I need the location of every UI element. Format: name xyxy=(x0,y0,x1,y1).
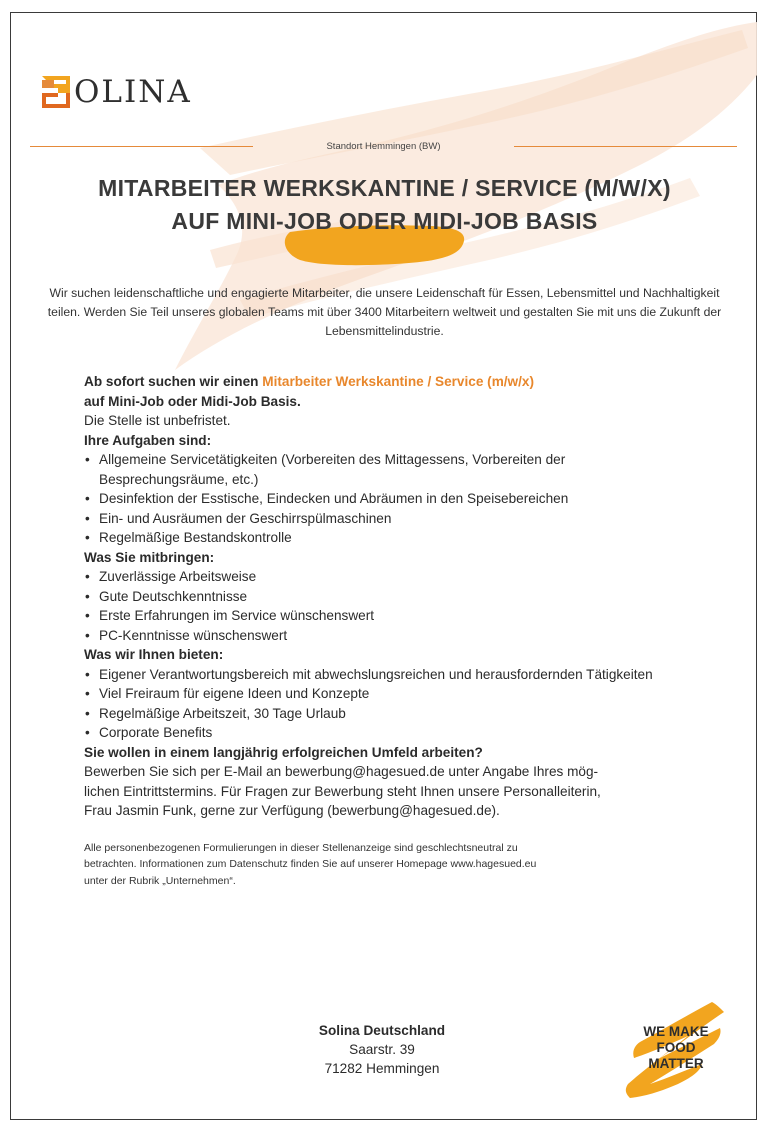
requirements-list xyxy=(84,567,684,645)
list-item: • Allgemeine Servicetätigkeiten (Vorbereiten des Mittagessens, Vorbereiten der Besprechungsräume, etc.) xyxy=(84,450,684,489)
offer-basis: auf Mini-Job oder Midi-Job Basis. xyxy=(84,393,301,409)
tasks-heading: Ihre Aufgaben sind: xyxy=(84,432,212,448)
intro-paragraph: Wir suchen leidenschaftliche und engagierte Mitarbeiter, die unsere Leidenschaft für Essen, Lebensmittel und Nachhaltigkeit teilen. Werden Sie Teil unseres globalen Teams mit über 3400 Mitarbeitern weltweit und gestalten Sie mit uns die Zukunft der Lebensmittelindustrie. xyxy=(47,286,722,338)
job-title-line-1: MITARBEITER WERKSKANTINE / SERVICE (M/W/X) xyxy=(98,175,671,201)
benefits-heading: Was wir Ihnen bieten: xyxy=(84,647,224,662)
legal-line-1: Alle personenbezogenen Formulierungen in dieser Stellenanzeige sind geschlechtsneutral zu xyxy=(84,841,518,854)
company-address xyxy=(260,1021,504,1078)
legal-line-3: unter der Rubrik „Unternehmen“. xyxy=(84,874,236,887)
offer-term: Die Stelle ist unbefristet. xyxy=(84,413,231,428)
company-street: Saarstr. 39 xyxy=(349,1042,415,1057)
solina-s-logo-icon xyxy=(40,73,72,111)
list-item: • Gute Deutschkenntnisse xyxy=(84,587,684,607)
list-item: • Zuverlässige Arbeitsweise xyxy=(84,567,684,587)
tasks-list xyxy=(84,450,684,548)
slogan-badge xyxy=(620,998,732,1102)
company-name: Solina Deutschland xyxy=(318,1023,446,1038)
offer-lead: Ab sofort suchen wir einen xyxy=(84,374,263,389)
location-row xyxy=(30,140,737,156)
list-item: • Desinfektion der Esstische, Eindecken und Abräumen in den Speisebereichen xyxy=(84,489,684,509)
divider-right xyxy=(514,146,737,147)
benefits-list xyxy=(84,665,684,743)
list-item: • Eigener Verantwortungsbereich mit abwechslungsreichen und herausfordernden Tätigkeiten xyxy=(84,665,684,685)
slogan-line-2: FOOD xyxy=(656,1040,696,1055)
logo-wordmark: OLINA xyxy=(74,74,192,110)
list-item: • Erste Erfahrungen im Service wünschenswert xyxy=(84,606,684,626)
list-item: • Ein- und Ausräumen der Geschirrspülmaschinen xyxy=(84,509,684,529)
requirements-heading: Was Sie mitbringen: xyxy=(84,549,215,565)
apply-heading: Sie wollen in einem langjährig erfolgreichen Umfeld arbeiten? xyxy=(84,744,483,760)
apply-line-1: Bewerben Sie sich per E-Mail an bewerbung@hagesued.de unter Angabe Ihres mög- xyxy=(84,764,599,779)
apply-line-2: lichen Eintrittstermins. Für Fragen zur Bewerbung steht Ihnen unsere Personalleiterin, xyxy=(84,783,601,799)
slogan-line-1: WE MAKE xyxy=(643,1024,709,1039)
list-item: • Viel Freiraum für eigene Ideen und Konzepte xyxy=(84,684,684,704)
slogan-text xyxy=(620,1024,732,1072)
offer-line xyxy=(84,372,684,392)
job-title xyxy=(0,172,769,238)
slogan-line-3: MATTER xyxy=(648,1056,704,1071)
list-item: • Regelmäßige Arbeitszeit, 30 Tage Urlaub xyxy=(84,704,684,724)
apply-line-3: Frau Jasmin Funk, gerne zur Verfügung (bewerbung@hagesued.de). xyxy=(84,803,500,818)
company-city: 71282 Hemmingen xyxy=(324,1061,440,1076)
list-item: • Regelmäßige Bestandskontrolle xyxy=(84,528,684,548)
location-label: Standort Hemmingen (BW) xyxy=(326,141,441,152)
list-item: • PC-Kenntnisse wünschenswert xyxy=(84,626,684,646)
list-item: • Corporate Benefits xyxy=(84,723,684,743)
legal-notice xyxy=(84,840,684,890)
solina-logo xyxy=(40,72,192,112)
job-title-line-2: AUF MINI-JOB ODER MIDI-JOB BASIS xyxy=(171,208,598,234)
legal-line-2: betrachten. Informationen zum Datenschutz finden Sie auf unserer Homepage www.hagesued.eu xyxy=(84,858,537,870)
offer-position: Mitarbeiter Werkskantine / Service (m/w/x) xyxy=(262,374,534,389)
job-description xyxy=(84,372,684,889)
